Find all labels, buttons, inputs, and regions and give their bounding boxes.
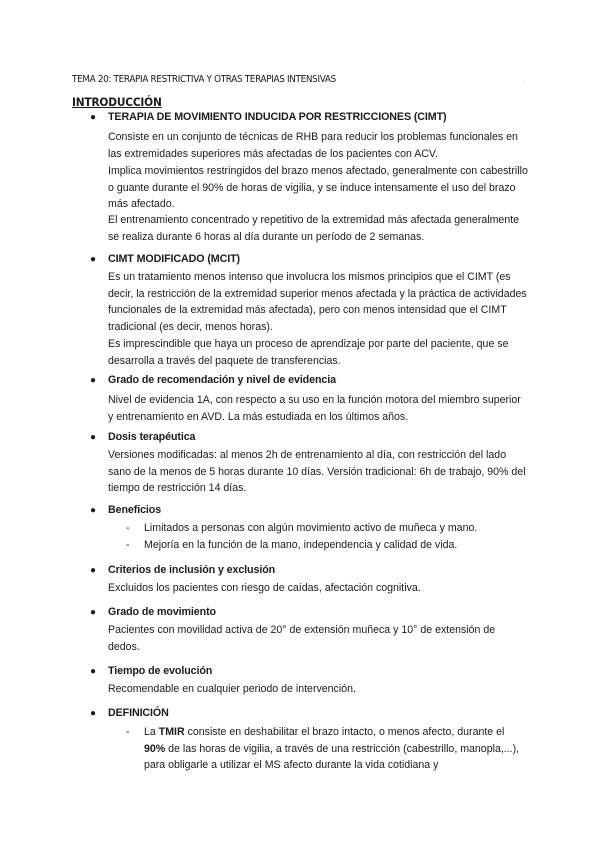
section-title: Criterios de inclusión y exclusión — [108, 564, 276, 576]
dash-marker: - — [126, 726, 130, 738]
paragraph: Consiste en un conjunto de técnicas de RHB para reducir los problemas funcionales en las extremidades superiores más afectadas de los pacientes con ACV. — [108, 131, 518, 160]
section-title: Tiempo de evolución — [108, 665, 213, 677]
bullet-icon: ● — [90, 254, 97, 265]
paragraph: Es imprescindible que haya un proceso de aprendizaje por parte del paciente, que se desarrolla a través del paquete de transferencias. — [108, 338, 509, 367]
section-title: CIMT MODIFICADO (MCIT) — [108, 253, 240, 265]
section-title: Beneficios — [108, 504, 162, 516]
paragraph: Nivel de evidencia 1A, con respecto a su uso en la función motora del miembro superior y entrenamiento en AVD. La más estudiada en los últimos años. — [108, 394, 521, 423]
section-title: TERAPIA DE MOVIMIENTO INDUCIDA POR RESTRICCIONES (CIMT) — [108, 111, 447, 123]
section-title: Grado de recomendación y nivel de evidencia — [108, 374, 336, 386]
bullet-icon: ● — [90, 112, 97, 123]
page-header: TEMA 20: TERAPIA RESTRICTIVA Y OTRAS TERAPIAS INTENSIVAS — [72, 74, 336, 85]
bullet-icon: ● — [90, 708, 97, 719]
document-page: TEMA 20: TERAPIA RESTRICTIVA Y OTRAS TERAPIAS INTENSIVAS . INTRODUCCIÓN ● TERAPIA DE MOVIMIENTO INDUCIDA POR RESTRICCIONES (CIMT) Consiste en un conjunto de técnicas de RHB para reducir los problemas funcionales en las extremidades superiores más afectadas de los pacientes con ACV. Implica movimientos restringidos del brazo menos afectado, generalmente con cabestrillo o guante durante el 90% de horas de vigilia, y se induce intensamente el uso del brazo más afectado. El entrenamiento concentrado y repetitivo de la extremidad más afectada generalmente se realiza durante 6 horas al día durante un período de 2 semanas. ● CIMT MODIFICADO (MCIT) Es un tratamiento menos intenso que involucra los mismos principios que el CIMT (es decir, la restricción de la extremidad superior menos afectada y la práctica de actividades funcionales de la extremidad más afectada), pero con menos intensidad que el CIMT tradicional (es decir, menos horas). Es imprescindible que haya un proceso de aprendizaje por parte del paciente, que se desarrolla a través del paquete de transferencias. ● Grado de recomendación y nivel de evidencia Nivel de evidencia 1A, con respecto a su uso en la función motora del miembro superior y entrenamiento en AVD. La más estudiada en los últimos años. ● Dosis terapéutica Versiones modificadas: al menos 2h de entrenamiento al día, con restricción del lado sano de la menos de 5 horas durante 10 días. Versión tradicional: 6h de trabajo, 90% del tiempo de restricción 14 días. ● Beneficios - Limitados a personas con algún movimiento activo de muñeca y mano. - Mejoría en la función de la mano, independencia y calidad de vida. ● Criterios de inclusión y exclusión Excluidos los pacientes con riesgo de caídas, afectación cognitiva. ● Grado de movimiento Pacientes con movilidad activa de 20° de extensión muñeca y 10° de extensión de dedos. ● Tiempo de evolución Recomendable en cualquier periodo de intervención. ● DEFINICIÓN - La TMIR consiste en deshabilitar el brazo intacto, o menos afecto, durante el 90% de las horas de vigilia, a través de una restricción (cabestrillo, manopla,...), para obligarle a utilizar el MS afecto durante la vida cotidiana y — [0, 0, 600, 848]
bullet-icon: ● — [90, 505, 97, 516]
section-title: Dosis terapéutica — [108, 431, 196, 443]
bullet-icon: ● — [90, 375, 97, 386]
dash-marker: - — [126, 539, 130, 551]
paragraph: Pacientes con movilidad activa de 20° de extensión muñeca y 10° de extensión de dedos. — [108, 624, 496, 653]
bullet-icon: ● — [90, 565, 97, 576]
section-title: Grado de movimiento — [108, 606, 216, 618]
definition-text: La TMIR consiste en deshabilitar el brazo intacto, o menos afecto, durante el 90% de las horas de vigilia, a través de una restricción (cabestrillo, manopla,...), para obligarle a utilizar el MS afecto durante la vida cotidiana y — [144, 726, 520, 772]
paragraph: Implica movimientos restringidos del brazo menos afectado, generalmente con cabestrillo o guante durante el 90% de horas de vigilia, y se induce intensamente el uso del brazo más afectado. — [108, 165, 528, 211]
corner-mark: . — [523, 76, 525, 83]
bullet-icon: ● — [90, 432, 97, 443]
section-title: DEFINICIÓN — [108, 707, 169, 719]
intro-heading: INTRODUCCIÓN — [72, 95, 162, 109]
dash-marker: - — [126, 522, 130, 534]
paragraph: El entrenamiento concentrado y repetitivo de la extremidad más afectada generalmente se realiza durante 6 horas al día durante un período de 2 semanas. — [108, 214, 520, 243]
bullet-icon: ● — [90, 607, 97, 618]
paragraph: Es un tratamiento menos intenso que involucra los mismos principios que el CIMT (es decir, la restricción de la extremidad superior menos afectada y la práctica de actividades funcionales de la extremidad más afectada), pero con menos intensidad que el CIMT tradicional (es decir, menos horas). — [108, 271, 527, 333]
paragraph: Recomendable en cualquier periodo de intervención. — [108, 683, 356, 695]
paragraph: Versiones modificadas: al menos 2h de entrenamiento al día, con restricción del lado sano de la menos de 5 horas durante 10 días. Versión tradicional: 6h de trabajo, 90% del tiempo de restricción 14 días. — [108, 449, 526, 495]
paragraph: Excluidos los pacientes con riesgo de caídas, afectación cognitiva. — [108, 582, 421, 594]
bullet-icon: ● — [90, 666, 97, 677]
